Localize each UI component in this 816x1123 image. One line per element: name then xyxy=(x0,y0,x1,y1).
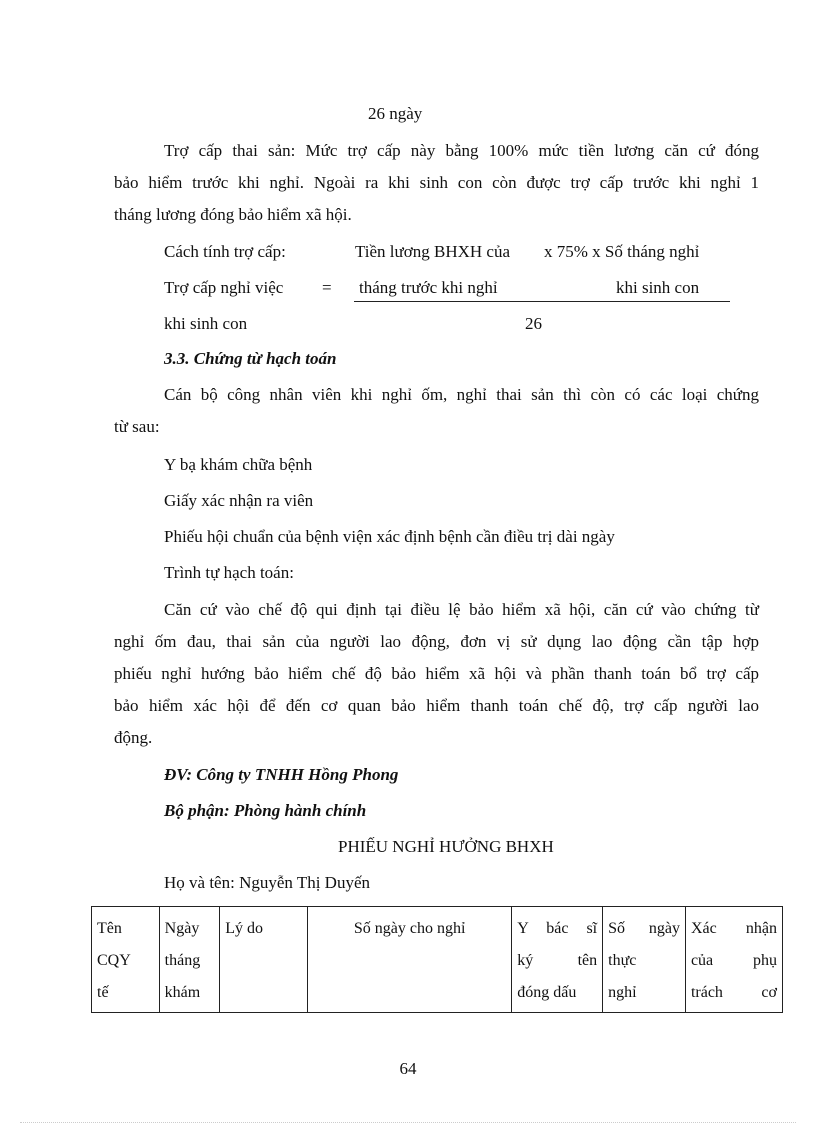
column-header-leave-days xyxy=(308,907,512,1013)
header-text: đóng dấu xyxy=(517,984,577,1001)
section-heading: 3.3. Chứng từ hạch toán xyxy=(164,349,337,368)
header-text: nghỉ xyxy=(608,984,637,1001)
form-department: Bộ phận: Phòng hành chính xyxy=(164,801,367,820)
procedure-line-1: Căn cứ vào chế độ qui định tại điều lệ bảo hiểm xã hội, căn cứ vào chứng từ xyxy=(164,600,759,619)
formula-numerator-4: khi sinh con xyxy=(616,278,700,297)
column-header-confirmation xyxy=(685,907,782,1013)
maternity-line-1: Trợ cấp thai sản: Mức trợ cấp này bằng 100% mức tiền lương căn cứ đóng xyxy=(164,141,759,160)
form-name-line: Họ và tên: Nguyễn Thị Duyến xyxy=(164,873,371,892)
header-text: của phụ xyxy=(690,952,777,969)
table-header-row xyxy=(92,907,783,1013)
procedure-line-4: bảo hiểm xác hội để đến cơ quan bảo hiểm thanh toán chế độ, trợ cấp người lao xyxy=(114,696,759,715)
document-list-item: Giấy xác nhận ra viên xyxy=(164,491,314,510)
maternity-line-2: bảo hiểm trước khi nghỉ. Ngoài ra khi sinh con còn được trợ cấp trước khi nghỉ 1 xyxy=(114,173,759,192)
document-list-item: Y bạ khám chữa bệnh xyxy=(164,455,313,474)
column-header-doctor-signature xyxy=(512,907,603,1013)
section-intro-line-1: Cán bộ công nhân viên khi nghỉ ốm, nghỉ thai sản thì còn có các loại chứng xyxy=(164,385,759,404)
column-header-actual-days xyxy=(603,907,686,1013)
document-list-item: Phiếu hội chuẩn của bệnh viện xác định bệnh cần điều trị dài ngày xyxy=(164,527,615,546)
formula-numerator-2: x 75% x Số tháng nghỉ xyxy=(544,242,700,261)
header-text: trách cơ xyxy=(690,984,777,1001)
formula-label-1: Cách tính trợ cấp: xyxy=(164,242,286,261)
page-number: 64 xyxy=(399,1059,417,1078)
maternity-line-3: tháng lương đóng bảo hiểm xã hội. xyxy=(114,205,352,224)
fraction-bar xyxy=(354,301,730,302)
formula-label-3: khi sinh con xyxy=(164,314,248,333)
column-header-exam-date xyxy=(159,907,220,1013)
formula-numerator-1: Tiền lương BHXH của xyxy=(355,242,510,261)
header-text: Số ngày xyxy=(608,920,680,937)
header-text: tế xyxy=(97,984,109,1001)
header-text: thực xyxy=(608,952,637,969)
header-text: Y bác sĩ xyxy=(517,920,598,937)
procedure-line-3: phiếu nghỉ hướng bảo hiểm chế độ bảo hiểm xã hội và phần thanh toán bổ trợ cấp xyxy=(114,664,759,683)
formula-denominator: 26 xyxy=(525,314,542,333)
formula-denominator-top: 26 ngày xyxy=(368,104,423,123)
header-text: Tên xyxy=(97,920,122,937)
form-title: PHIẾU NGHỈ HƯỞNG BHXH xyxy=(338,837,554,856)
column-header-reason xyxy=(220,907,308,1013)
formula-label-2: Trợ cấp nghỉ việc xyxy=(164,278,284,297)
column-header-health-agency xyxy=(92,907,160,1013)
header-text: Số ngày cho nghỉ xyxy=(353,920,466,937)
formula-equals: = xyxy=(322,278,332,297)
leave-form-table xyxy=(91,906,783,1013)
form-unit: ĐV: Công ty TNHH Hồng Phong xyxy=(164,765,399,784)
section-intro-line-2: từ sau: xyxy=(114,417,160,436)
header-text: CQY xyxy=(97,952,131,969)
procedure-line-2: nghỉ ốm đau, thai sản của người lao động, đơn vị sử dụng lao động cần tập hợp xyxy=(114,632,759,651)
procedure-line-5: động. xyxy=(114,728,153,747)
formula-numerator-3: tháng trước khi nghỉ xyxy=(359,278,498,297)
header-text: tháng xyxy=(164,952,201,969)
header-text: ký tên xyxy=(517,952,598,969)
procedure-heading: Trình tự hạch toán: xyxy=(164,563,294,582)
header-text: Lý do xyxy=(225,920,264,937)
header-text: Ngày xyxy=(164,920,200,937)
header-text: khám xyxy=(164,984,201,1001)
header-text: Xác nhận xyxy=(690,920,777,937)
